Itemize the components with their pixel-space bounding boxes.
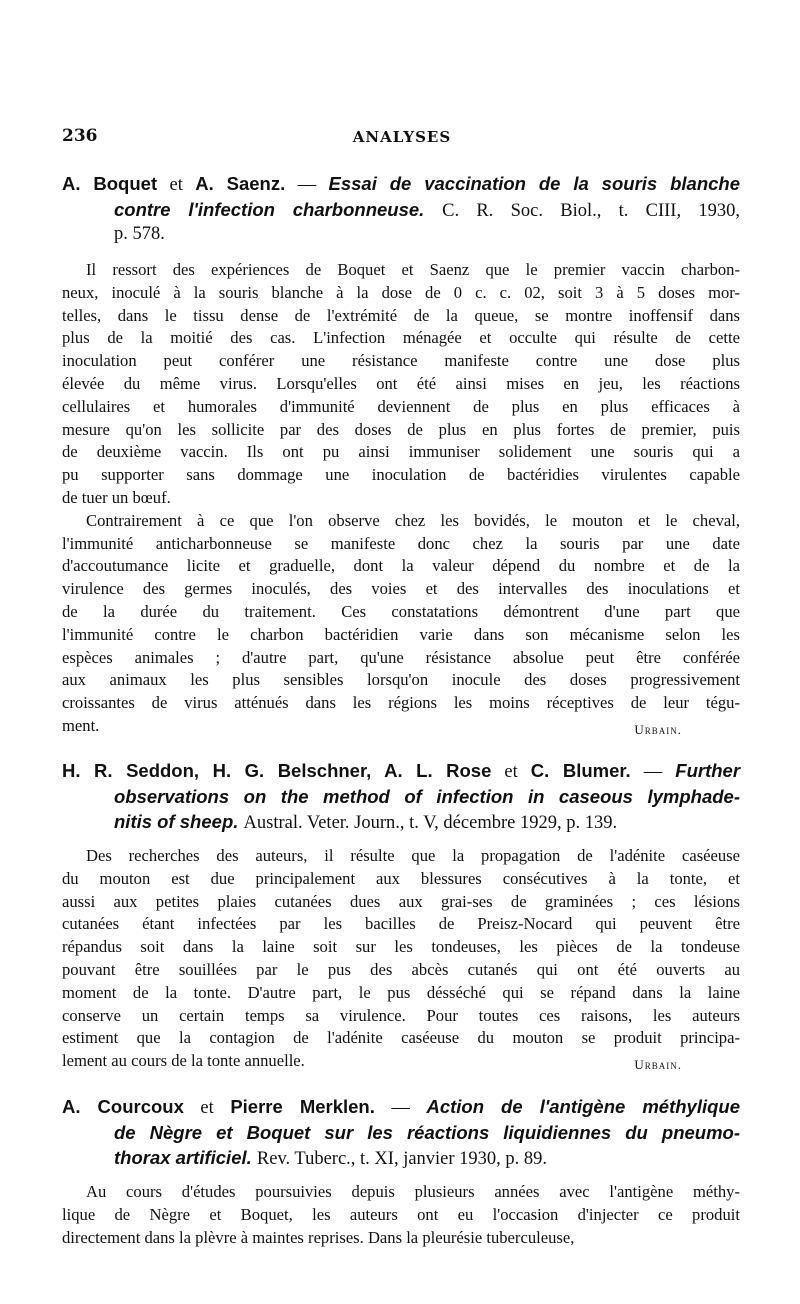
reference-heading [62, 1095, 740, 1172]
text-line [62, 305, 740, 328]
line-text: l'immunité anticharbonneuse se manifeste donc chez la souris par une date [62, 533, 740, 553]
article-title: Essai de vaccination de la souris blanche [328, 173, 740, 194]
line-text: neux, inoculé à la souris blanche à la dose de 0 c. c. 02, soit 3 à 5 doses mor- [62, 282, 740, 302]
reference-line [62, 223, 740, 247]
article-title: Further [675, 760, 741, 781]
citation-text: p. 578. [114, 224, 165, 244]
line-text: l'immunité contre le charbon bactéridien varie dans son mécanisme selon les [62, 624, 740, 644]
text-line [62, 578, 740, 601]
reference-line [62, 1095, 740, 1121]
text-line [62, 1050, 740, 1073]
line-text: aux animaux les plus sensibles lorsqu'on inocule des doses progressivement [62, 670, 740, 690]
article-title: thorax artificiel. [114, 1147, 257, 1168]
text-line [62, 982, 740, 1005]
line-text: Des recherches des auteurs, il résulte que la propagation de l'adénite caséeuse [86, 846, 740, 865]
author-names: H. R. Seddon, H. G. Belschner, A. L. Rose [62, 760, 492, 781]
line-text: plus de la moitié des cas. L'infection ménagée et occulte qui résulte de cette [62, 328, 740, 348]
line-text: pouvant être souillées par le pus des abcès cutanés qui ont été ouverts au [62, 959, 740, 979]
citation-text: Rev. Tuberc., t. XI, janvier 1930, p. 89. [256, 1149, 548, 1169]
line-text: Il ressort des expériences de Boquet et Saenz que le premier vaccin charbon- [86, 260, 740, 279]
abstract-text [62, 845, 740, 1073]
text-line [62, 959, 740, 982]
reference-line [62, 810, 740, 836]
text-line [62, 601, 740, 624]
citation-text: — [285, 175, 329, 195]
article-title: Action de l'antigène méthylique [426, 1096, 741, 1117]
text-line [62, 419, 740, 442]
line-text: cellulaires et humorales d'immunité deviennent de plus en plus efficaces à [62, 396, 740, 416]
text-line [62, 373, 740, 396]
reviewer-signature: Urbain. [634, 1057, 682, 1073]
citation-text: et [183, 1098, 231, 1118]
article-title: nitis of sheep. [114, 811, 244, 832]
page-number: 236 [62, 126, 98, 146]
text-line [62, 533, 740, 556]
line-text: mesure qu'on les sollicite par des doses de plus en plus fortes de premier, puis [62, 419, 740, 439]
text-line [62, 1204, 740, 1227]
line-text: de deuxième vaccin. Ils ont pu ainsi immuniser solidement une souris qui a [62, 442, 740, 462]
reference-heading [62, 172, 740, 247]
author-names: A. Courcoux [62, 1096, 184, 1117]
author-names: Pierre Merklen. [230, 1096, 375, 1117]
line-text: lement au cours de la tonte annuelle. [62, 1051, 305, 1071]
text-line [62, 868, 740, 891]
text-line [62, 510, 740, 533]
article-title: observations on the method of infection in caseous lymphade- [114, 785, 740, 807]
text-line [62, 1027, 740, 1050]
abstract-text [62, 259, 740, 738]
text-line [62, 259, 740, 282]
citation-text: Austral. Veter. Journ., t. V, décembre 1929, p. 139. [243, 813, 618, 833]
author-names: A. Boquet [62, 173, 158, 194]
line-text: Au cours d'études poursuivies depuis plusieurs années avec l'antigène méthy- [86, 1182, 740, 1201]
line-text: Contrairement à ce que l'on observe chez les bovidés, le mouton et le cheval, [86, 510, 740, 530]
line-text: cutanées étant infectées par les bacilles de Preisz-Nocard qui peuvent être [62, 914, 740, 934]
text-line [62, 1181, 740, 1204]
text-line [62, 936, 740, 959]
text-line [62, 487, 740, 510]
text-line [62, 441, 740, 464]
text-line [62, 913, 740, 936]
text-line [62, 669, 740, 692]
reference-heading [62, 759, 740, 836]
text-line [62, 845, 740, 868]
citation-text: et [157, 175, 196, 195]
line-text: inoculation peut conférer une résistance manifeste contre une dose plus [62, 351, 740, 371]
citation-text: et [491, 762, 531, 782]
line-text: telles, dans le tissu dense de l'extrémité de la queue, se montre inoffensif dans [62, 305, 740, 325]
text-line [62, 647, 740, 670]
line-text: virulence des germes inoculés, des voies et des intervalles des inoculations et [62, 579, 740, 599]
text-line [62, 555, 740, 578]
text-line [62, 1005, 740, 1028]
page-header [62, 126, 742, 156]
running-head: ANALYSES [352, 128, 452, 146]
reference-line [62, 1146, 740, 1172]
line-text: ment. [62, 715, 100, 735]
line-text: croissantes de virus atténués dans les régions les moins réceptives de leur tégu- [62, 693, 740, 713]
text-line [62, 282, 740, 305]
line-text: élevée du même virus. Lorsqu'elles ont été ainsi mises en jeu, les réactions [62, 373, 740, 393]
line-text: pu supporter sans dommage une inoculation de bactéridies virulentes capable [62, 465, 740, 485]
reviewer-signature: Urbain. [634, 721, 682, 737]
line-text: de la durée du traitement. Ces constatations démontrent d'une part que [62, 601, 740, 621]
line-text: lique de Nègre et Boquet, les auteurs ont eu l'occasion d'injecter ce produit [62, 1204, 740, 1224]
reference-line [62, 759, 740, 785]
text-line [62, 464, 740, 487]
line-text: moment de la tonte. D'autre part, le pus désséché qui se répand dans la laine [62, 982, 740, 1002]
text-line [62, 327, 740, 350]
line-text: de tuer un bœuf. [62, 487, 171, 507]
line-text: directement dans la plèvre à maintes reprises. Dans la pleurésie tuberculeuse, [62, 1227, 575, 1247]
author-names: C. Blumer. [530, 760, 631, 781]
line-text: estiment que la contagion de l'adénite caséeuse du mouton se produit principa- [62, 1028, 740, 1048]
abstract-text [62, 1181, 740, 1249]
reference-line [62, 198, 740, 224]
text-line [62, 350, 740, 373]
citation-text: — [374, 1098, 427, 1118]
text-line [62, 692, 740, 715]
article-title: de Nègre et Boquet sur les réactions liquidiennes du pneumo- [114, 1121, 740, 1143]
author-names: A. Saenz. [195, 173, 286, 194]
text-line [62, 715, 740, 738]
citation-text: — [630, 762, 676, 782]
text-line [62, 624, 740, 647]
line-text: répandus soit dans la laine soit sur les tondeuses, les pièces de la tondeuse [62, 937, 740, 957]
text-line [62, 891, 740, 914]
reference-line [62, 1121, 740, 1147]
reference-line [62, 172, 740, 198]
line-text: aussi aux petites plaies cutanées dues aux grai-ses de graminées ; ces lésions [62, 891, 740, 911]
line-text: du mouton est due principalement aux blessures consécutives à la tonte, et [62, 868, 740, 888]
line-text: espèces animales ; d'autre part, qu'une résistance absolue peut être conférée [62, 647, 740, 667]
article-title: contre l'infection charbonneuse. [114, 198, 443, 220]
citation-text: C. R. Soc. Biol., t. CIII, 1930, [442, 200, 740, 221]
line-text: d'accoutumance licite et graduelle, dont la valeur dépend du nombre et de la [62, 556, 740, 576]
reference-line [62, 785, 740, 811]
line-text: conserve un certain temps sa virulence. Pour toutes ces raisons, les auteurs [62, 1005, 740, 1025]
text-line [62, 1227, 740, 1250]
text-line [62, 396, 740, 419]
